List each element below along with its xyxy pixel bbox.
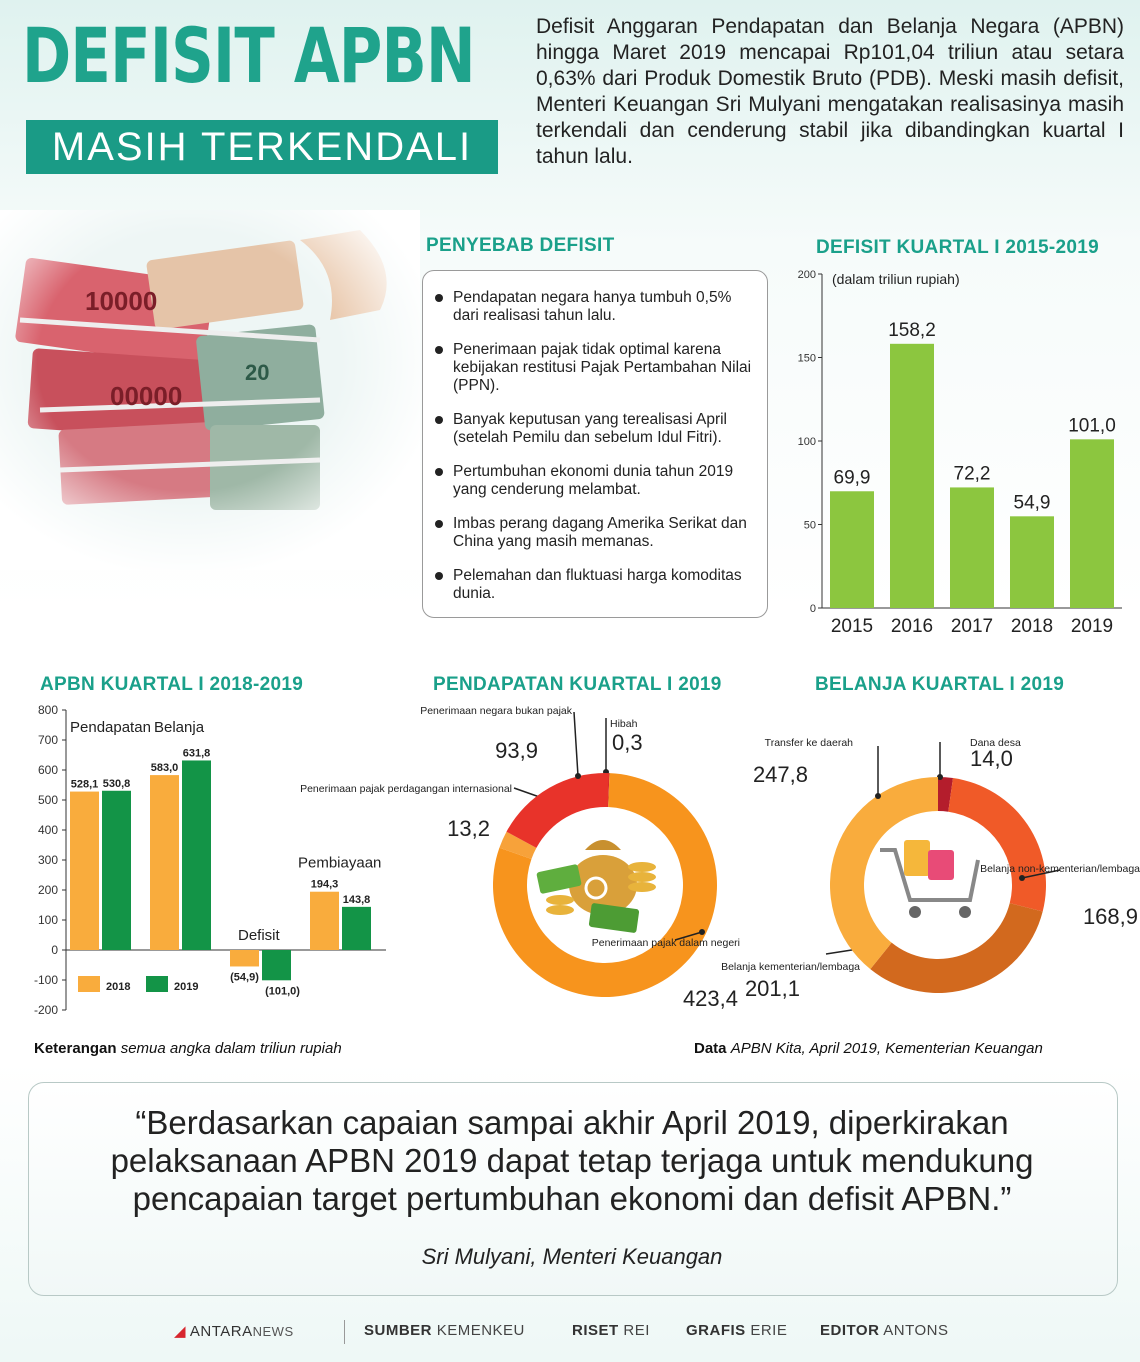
y-tick-label: 700 [37,733,58,747]
x-tick-label: 2017 [950,616,994,637]
y-tick-label: 150 [797,352,816,365]
bar-2018 [230,950,259,966]
y-tick-label: 400 [37,823,58,837]
y-tick-label: 100 [37,913,58,927]
y-tick-label: 600 [37,763,58,777]
y-tick-label: 500 [37,793,58,807]
apbn-chart-title: APBN KUARTAL I 2018-2019 [40,674,304,695]
slice-value: 93,9 [495,738,538,763]
data-label: 101,0 [1068,415,1116,437]
cause-item: Pendapatan negara hanya tumbuh 0,5% dari realisasi tahun lalu. [433,289,757,325]
slice-value: 247,8 [752,762,808,787]
bar-2019 [182,760,211,950]
y-tick-label: 800 [37,703,58,717]
quote-author: Sri Mulyani, Menteri Keuangan [421,1244,723,1269]
y-tick-label: 200 [797,269,816,281]
footer-editor: EDITOR ANTONS [820,1322,949,1339]
leader-line [574,712,578,776]
slice-name: Dana desa [970,737,1021,749]
bar-2016 [890,344,934,608]
leader-dot [1019,875,1025,881]
slice-value: 0,3 [612,730,643,755]
slice-penerimaan-negara-bukan-pajak [506,773,609,848]
x-tick-label: 2016 [890,616,934,637]
slice-value: 13,2 [447,816,490,841]
cause-item: Pertumbuhan ekonomi dunia tahun 2019 yang cenderung melambat. [433,463,757,499]
bar-2018 [1010,516,1054,608]
unit-note: (dalam triliun rupiah) [832,271,960,287]
note-keterangan: Keterangan semua angka dalam triliun rupiah [34,1040,342,1057]
data-label: (54,9) [230,971,259,984]
data-label: 631,8 [182,747,211,760]
slice-belanja-kementerian-lembaga [870,903,1042,993]
page-title: DEFISIT APBN [22,11,475,100]
y-tick-label: -200 [33,1003,58,1017]
shopping-cart-icon [880,840,978,918]
y-tick-label: 0 [51,943,58,957]
y-tick-label: 200 [37,883,58,897]
bar-2018 [70,792,99,950]
y-tick-label: 300 [37,853,58,867]
bar-2015 [830,491,874,608]
x-tick-label: 2015 [830,616,874,637]
slice-name: Hibah [610,718,638,730]
bar-2019 [102,791,131,950]
belanja-chart [721,700,1140,1020]
slice-name: Belanja kementerian/lembaga [721,961,860,973]
cause-item: Imbas perang dagang Amerika Serikat dan China yang masih memanas. [433,515,757,551]
category-label: Defisit [238,927,280,944]
category-label: Pendapatan [70,719,151,736]
legend-swatch-2019 [146,976,168,992]
causes-box [422,270,768,618]
bar-2018 [310,892,339,950]
footer-research: RISET REI [572,1322,650,1339]
money-photo [0,210,420,570]
slice-name: Belanja non-kementerian/lembaga [980,863,1140,875]
slice-value: 168,9 [1082,904,1138,929]
intro-paragraph: Defisit Anggaran Pendapatan dan Belanja Negara (APBN) hingga Maret 2019 mencapai Rp101,04 triliun atau setara 0,63% dari Produk Domestik Bruto (PDB). Meski masih defisit, Menteri Keuangan Sri Mulyani mengatakan realisasinya masih terkendali dan cenderung stabil jika dibandingkan kuartal I tahun lalu. [536,15,1124,168]
note-data-source: Data APBN Kita, April 2019, Kementerian Keuangan [694,1040,1043,1057]
belanja-chart-title: BELANJA KUARTAL I 2019 [815,674,1065,695]
cause-item: Banyak keputusan yang terealisasi April (setelah Pemilu dan sebelum Idul Fitri). [433,411,757,447]
legend-swatch-2018 [78,976,100,992]
data-label: 194,3 [310,878,339,891]
leader-dot [575,773,581,779]
leader-dot [875,793,881,799]
bar-2019 [342,907,371,950]
footer-divider [344,1320,345,1344]
slice-name: Penerimaan negara bukan pajak [420,705,572,717]
data-label: 69,9 [833,467,871,489]
y-tick-label: -100 [33,973,58,987]
data-label: 54,9 [1013,492,1051,514]
bar-2019 [262,950,291,980]
slice-value: 14,0 [970,746,1013,771]
legend-label: 2018 [106,981,131,993]
bar-2018 [150,775,179,950]
data-label: 72,2 [953,463,991,485]
footer-brand: ◢ ANTARANEWS [174,1323,294,1340]
slice-value: 201,1 [744,976,800,1001]
slice-name: Penerimaan pajak dalam negeri [591,937,740,949]
footer-source: SUMBER KEMENKEU [364,1322,525,1339]
data-label: 143,8 [342,893,371,906]
deficit-chart [780,262,1130,642]
antara-logo-icon: ◢ [174,1323,187,1340]
apbn-chart [20,700,400,1025]
y-tick-label: 0 [809,603,816,615]
slice-name: Penerimaan pajak perdagangan internasional [300,783,512,795]
y-tick-label: 50 [803,519,816,532]
bar-2019 [1070,439,1114,608]
category-label: Pembiayaan [298,854,382,872]
money-bag-icon [536,840,656,933]
footer-graphics: GRAFIS ERIE [686,1322,788,1339]
quote-text: “Berdasarkan capaian sampai akhir April 2019, diperkirakan pelaksanaan APBN 2019 dapat tetap terjaga untuk mendukung pencapaian target pertumbuhan ekonomi dan defisit APBN.” [110,1104,1034,1217]
cause-item: Penerimaan pajak tidak optimal karena kebijakan restitusi Pajak Pertambahan Nilai (PPN). [433,341,757,395]
pendapatan-chart-title: PENDAPATAN KUARTAL I 2019 [433,674,722,695]
data-label: 583,0 [150,762,179,775]
y-tick-label: 100 [797,436,816,448]
category-label: Belanja [154,719,205,736]
data-label: (101,0) [265,985,300,998]
bar-2017 [950,487,994,608]
slice-value: 423,4 [682,986,738,1011]
legend-label: 2019 [174,981,199,993]
x-tick-label: 2019 [1070,616,1114,637]
slice-name: Transfer ke daerah [764,737,853,749]
deficit-chart-title: DEFISIT KUARTAL I 2015-2019 [816,237,1099,258]
page-subtitle: MASIH TERKENDALI [26,120,498,174]
cause-item: Pelemahan dan fluktuasi harga komoditas dunia. [433,567,757,603]
leader-dot [699,929,705,935]
data-label: 158,2 [888,319,936,341]
x-tick-label: 2018 [1010,616,1054,637]
data-label: 528,1 [70,778,99,791]
slice-belanja-non-kementerian-lembaga [948,778,1046,911]
causes-title: PENYEBAB DEFISIT [426,235,615,256]
data-label: 530,8 [102,777,131,790]
